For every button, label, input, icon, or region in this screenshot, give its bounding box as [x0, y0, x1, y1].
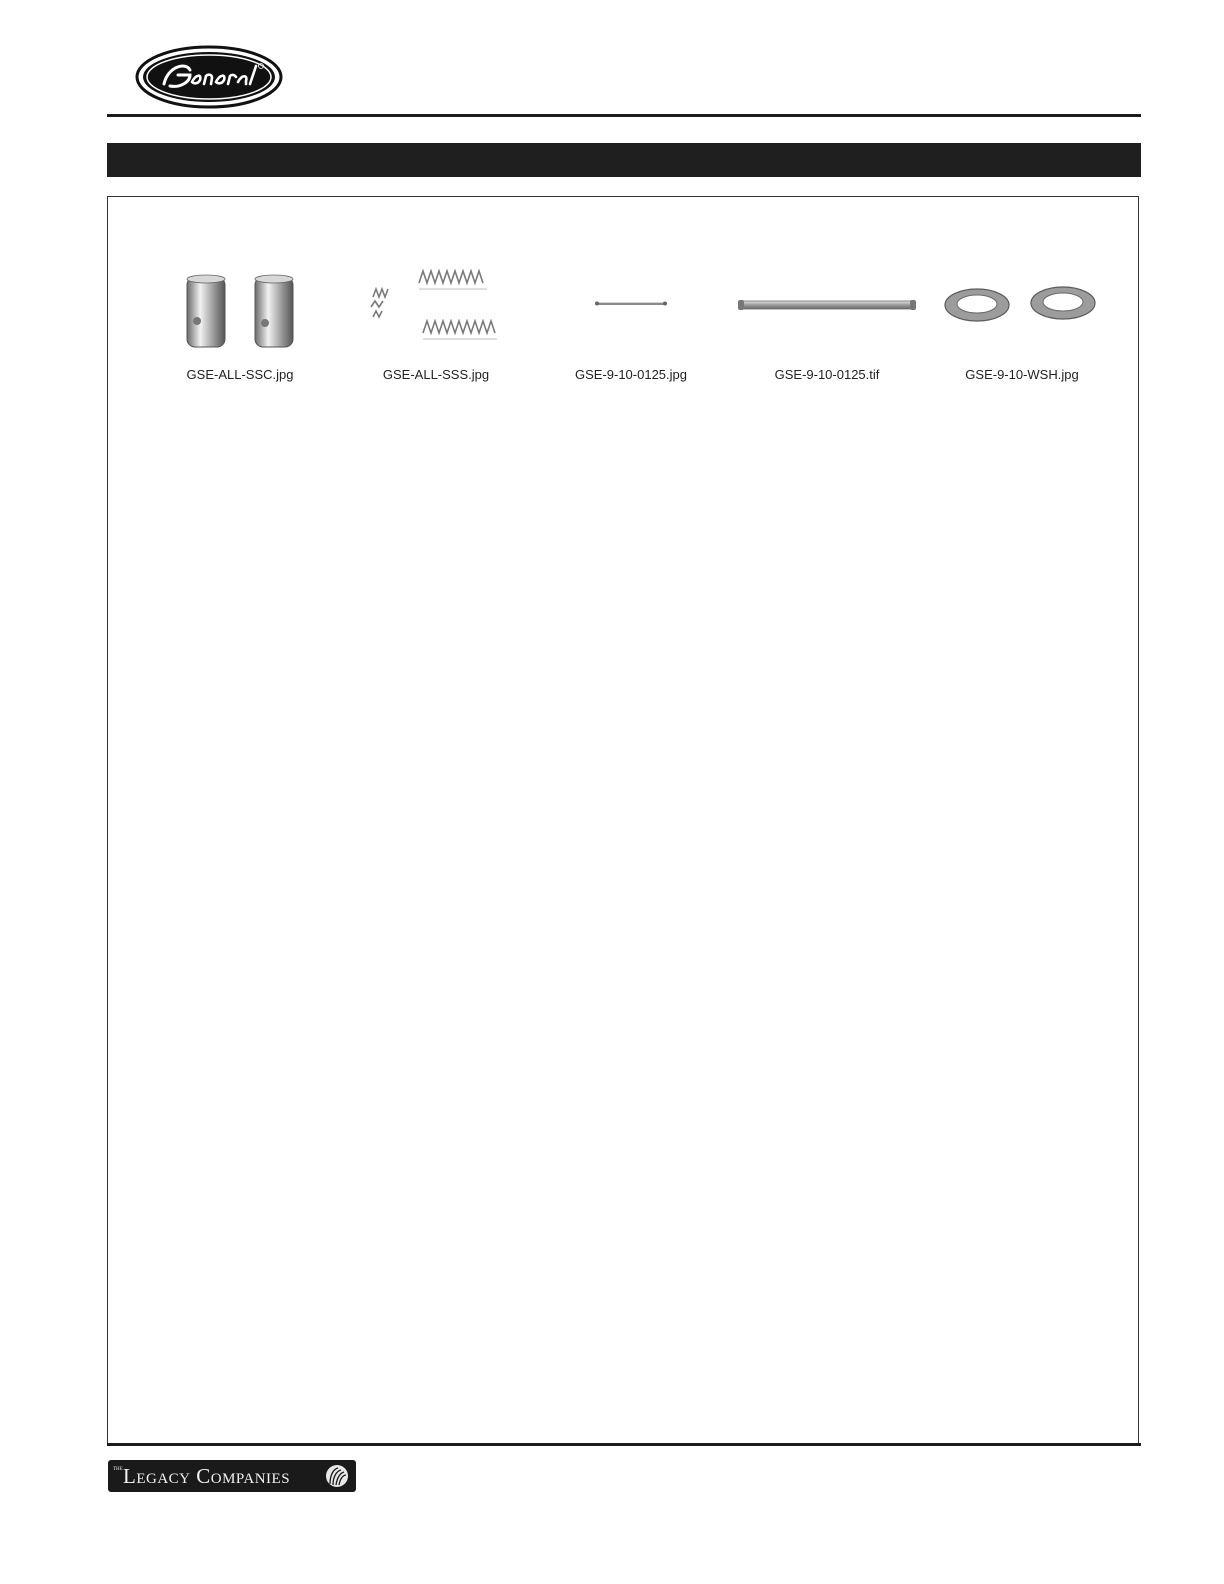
gallery-item[interactable]	[927, 257, 1117, 397]
long-rod-icon	[732, 257, 922, 357]
cylinder-sleeve-pair-icon	[145, 257, 335, 357]
gallery-item[interactable]	[341, 257, 531, 397]
header-rule	[107, 114, 1141, 117]
image-caption: GSE-ALL-SSC.jpg	[186, 367, 294, 382]
title-bar	[107, 143, 1141, 177]
footer-rule	[107, 1443, 1141, 1446]
general-logo-icon	[134, 44, 284, 110]
legacy-logo-name: Legacy Companies	[123, 1464, 291, 1488]
gallery-item[interactable]	[145, 257, 335, 397]
image-caption: GSE-9-10-WSH.jpg	[965, 367, 1079, 382]
washer-pair-icon	[927, 257, 1117, 357]
image-caption: GSE-9-10-0125.jpg	[574, 367, 687, 382]
image-caption: GSE-ALL-SSS.jpg	[382, 367, 490, 382]
thin-rod-icon	[536, 257, 726, 357]
gallery-item[interactable]	[732, 257, 922, 397]
image-caption: GSE-9-10-0125.tif	[774, 367, 880, 382]
legacy-companies-logo	[108, 1460, 356, 1492]
gallery-item[interactable]	[536, 257, 726, 397]
legacy-arc-mark-icon	[324, 1464, 350, 1488]
spring-set-icon	[341, 257, 531, 357]
legacy-logo-the: THE	[113, 1467, 123, 1472]
image-gallery	[108, 257, 1138, 397]
content-frame	[107, 196, 1139, 1444]
